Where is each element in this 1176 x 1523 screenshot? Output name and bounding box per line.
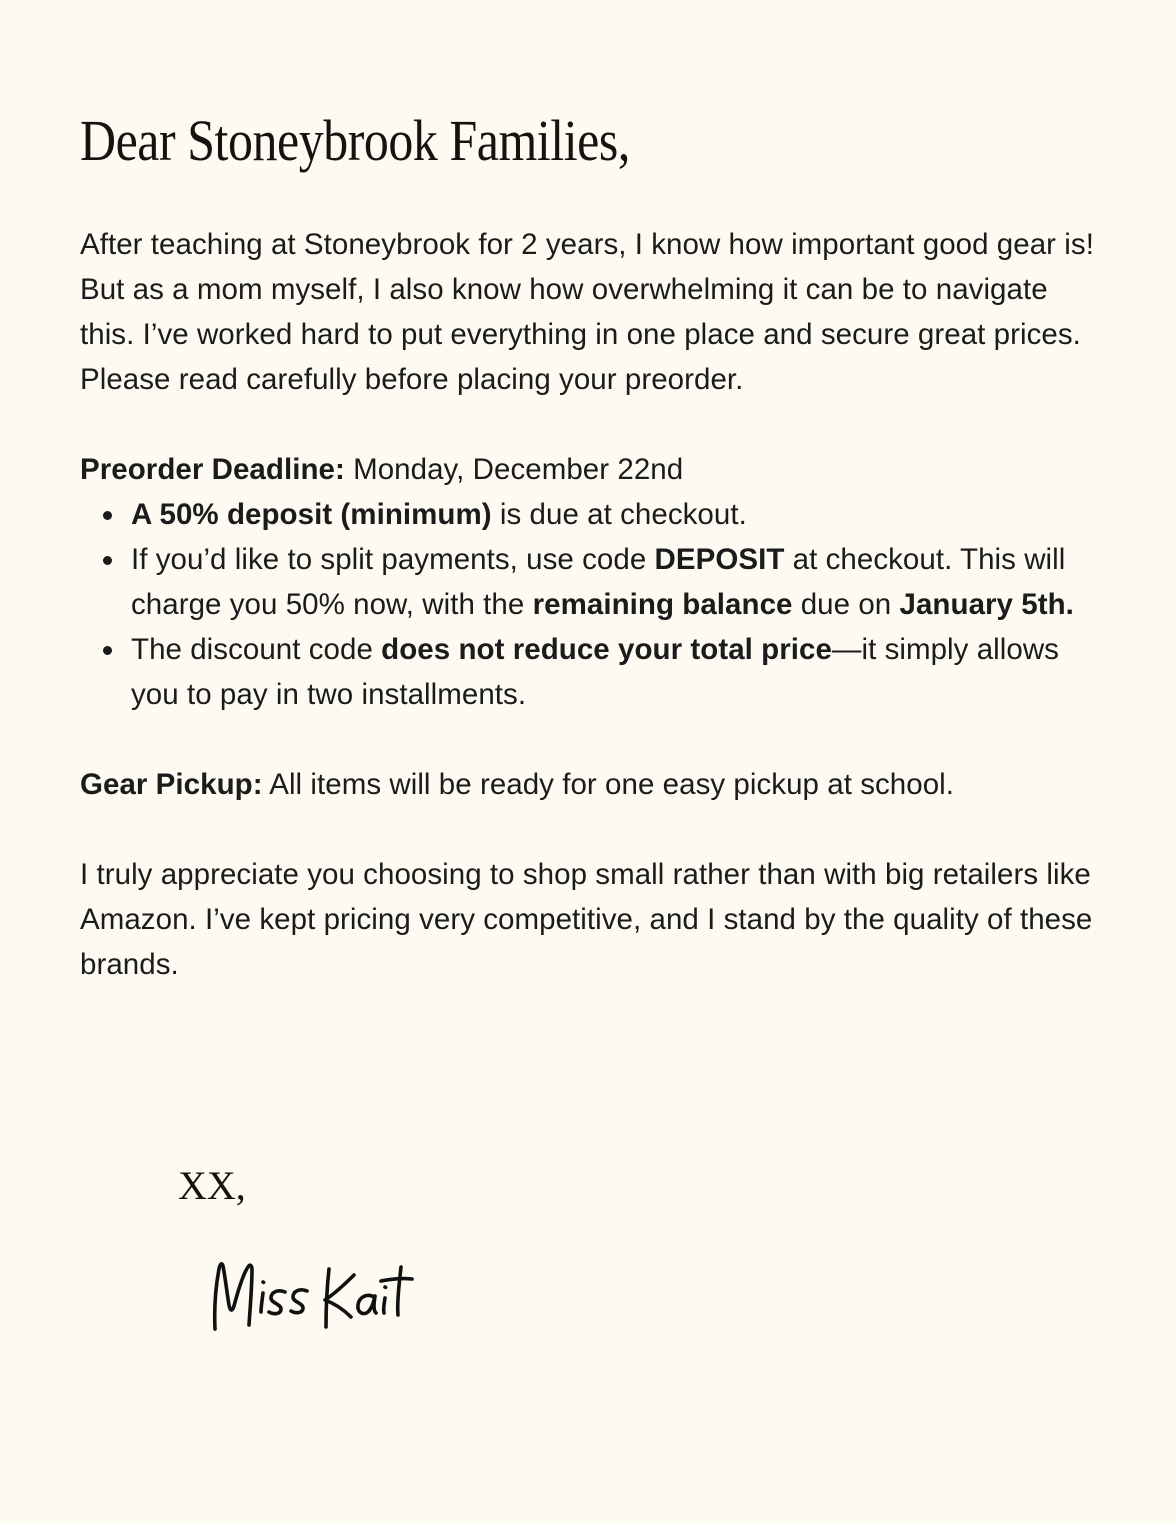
bullet-2-part2: at checkout. This will charge you 50% now, with the bbox=[131, 543, 1066, 621]
preorder-deadline-label: Preorder Deadline: bbox=[80, 453, 345, 486]
preorder-deadline-value: Monday, December 22nd bbox=[344, 453, 684, 486]
bullet-2-part1: If you’d like to split payments, use code bbox=[131, 543, 655, 576]
bullet-3-emphasis: does not reduce your total price bbox=[381, 633, 832, 666]
bullet-2-due-date: January 5th. bbox=[899, 588, 1074, 621]
list-item bbox=[80, 492, 1102, 537]
bullet-2-code: DEPOSIT bbox=[654, 543, 785, 576]
page-title: Dear Stoneybrook Families, bbox=[80, 108, 630, 173]
bullet-1-rest: is due at checkout. bbox=[491, 498, 747, 531]
bullet-3-part2: —it simply allows you to pay in two installments. bbox=[131, 633, 1059, 711]
paragraph-spacer bbox=[80, 807, 1102, 852]
signature-image bbox=[205, 1243, 415, 1343]
closing-paragraph: I truly appreciate you choosing to shop small rather than with big retailers like Amazon. I’ve kept pricing very competitive, and I stand by the quality of these brands. bbox=[80, 858, 1093, 981]
paragraph-spacer bbox=[80, 717, 1102, 762]
intro-paragraph: After teaching at Stoneybrook for 2 years, I know how important good gear is! But as a mom myself, I also know how overwhelming it can be to navigate this. I’ve worked hard to put everything in one place and secure great prices. Please read carefully before placing your preorder. bbox=[80, 228, 1094, 396]
bullet-2-remaining-balance: remaining balance bbox=[532, 588, 793, 621]
bullet-1-bold-lead: A 50% deposit (minimum) bbox=[131, 498, 492, 531]
signoff-text: XX, bbox=[178, 1163, 246, 1208]
paragraph-spacer bbox=[80, 402, 1102, 447]
gear-pickup-line bbox=[80, 762, 1102, 807]
bullet-2-part3: due on bbox=[792, 588, 900, 621]
letter-body bbox=[80, 222, 1102, 987]
gear-pickup-label: Gear Pickup: bbox=[80, 768, 263, 801]
preorder-deadline-line bbox=[80, 447, 1102, 492]
list-item bbox=[80, 627, 1102, 717]
bullet-3-part1: The discount code bbox=[131, 633, 382, 666]
preorder-terms-list bbox=[80, 492, 1102, 717]
gear-pickup-value: All items will be ready for one easy pickup at school. bbox=[262, 768, 955, 801]
list-item bbox=[80, 537, 1102, 627]
